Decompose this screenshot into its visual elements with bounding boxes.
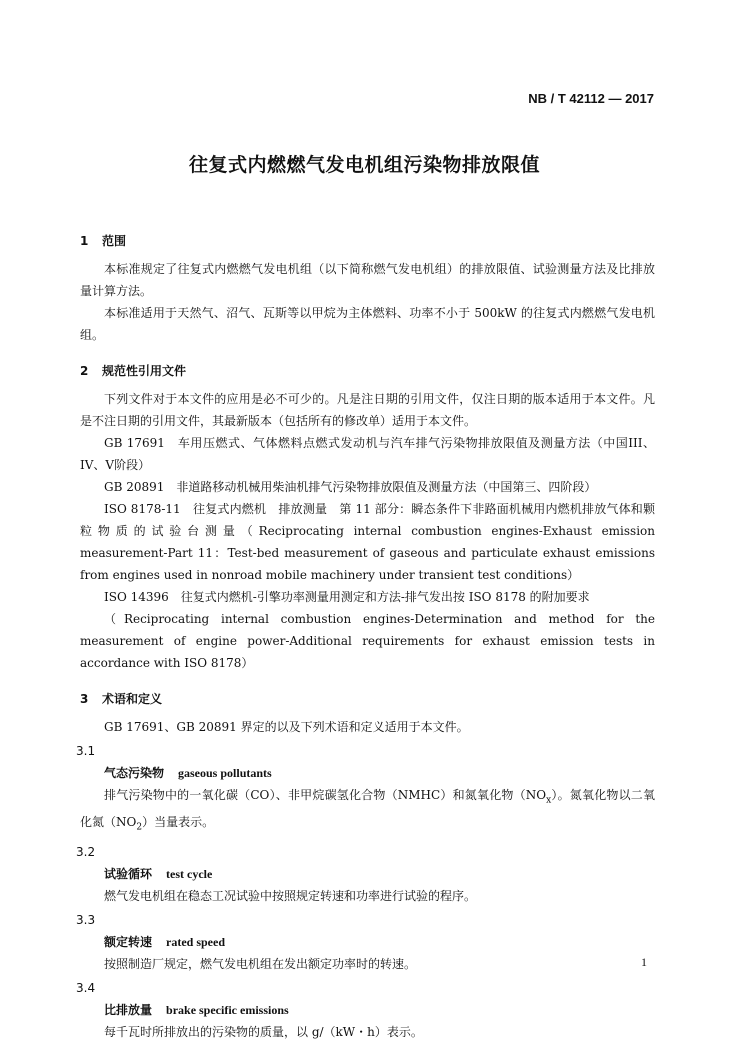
paragraph: 下列文件对于本文件的应用是必不可少的。凡是注日期的引用文件，仅注日期的版本适用于本文件。凡是不注日期的引用文件，其最新版本（包括所有的修改单）适用于本文件。 [80, 392, 655, 428]
term-english: gaseous pollutants [178, 766, 272, 780]
reference-item: GB 20891 非道路移动机械用柴油机排气污染物排放限值及测量方法（中国第三、四阶段） [104, 480, 597, 494]
term-definition: 每千瓦时所排放出的污染物的质量，以 g/（kW・h）表示。 [104, 1024, 423, 1039]
term-heading [80, 863, 655, 885]
paragraph: 本标准规定了往复式内燃燃气发电机组（以下简称燃气发电机组）的排放限值、试验测量方法及比排放量计算方法。 [80, 262, 655, 298]
term-english: rated speed [166, 934, 226, 949]
section-number: 1 [80, 234, 89, 248]
section-heading-terms [80, 688, 655, 710]
term-chinese: 气态污染物 [104, 766, 165, 780]
document-body [76, 222, 655, 1043]
term-number: 3.3 [76, 912, 96, 927]
term-heading [80, 999, 655, 1021]
term-definition: 按照制造厂规定，燃气发电机组在发出额定功率时的转速。 [104, 956, 417, 971]
term-number: 3.2 [76, 844, 96, 859]
reference-item: GB 17691 车用压燃式、气体燃料点燃式发动机与汽车排气污染物排放限值及测量方法（中国III、IV、V阶段） [80, 436, 655, 472]
term-number: 3.4 [76, 980, 96, 995]
section-number: 3 [80, 692, 89, 706]
term-heading [80, 931, 655, 953]
section-heading-normative-references [80, 360, 655, 382]
term-chinese: 试验循环 [104, 866, 153, 881]
reference-item: ISO 8178-11 往复式内燃机 排放测量 第 11 部分：瞬态条件下非路面机械用内燃机排放气体和颗粒物质的试验台测量（Reciprocating internal combustion engines-Exhaust emission measurement-Part 11：Test-bed measurement of gaseous and particulate exhaust emissions from engines used in nonroad mobile machinery under transient test conditions） [80, 502, 655, 582]
term-heading [80, 762, 655, 784]
section-title: 范围 [102, 234, 127, 248]
reference-item-continued: （Reciprocating internal combustion engines-Determination and method for the measurement of engine power-Additional requirements for exhaust emission tests in accordance with ISO 8178） [80, 612, 655, 670]
paragraph: 本标准适用于天然气、沼气、瓦斯等以甲烷为主体燃料、功率不小于 500kW 的往复式内燃燃气发电机组。 [80, 306, 655, 342]
term-definition: 燃气发电机组在稳态工况试验中按照规定转速和功率进行试验的程序。 [104, 888, 477, 903]
section-number: 2 [80, 364, 89, 378]
section-title: 术语和定义 [102, 692, 163, 706]
term-definition: 排气污染物中的一氧化碳（CO）、非甲烷碳氢化合物（NMHC）和氮氧化物$(NO_x)$。氮氧化物以二氧化氮$(NO_2)$当量表示。 [80, 788, 655, 833]
section-heading-scope [80, 230, 655, 252]
reference-item: ISO 14396 往复式内燃机-引擎功率测量用测定和方法-排气发出按 ISO 8178 的附加要求 [104, 590, 590, 604]
term-chinese: 额定转速 [104, 934, 153, 949]
term-number: 3.1 [76, 744, 96, 758]
paragraph: GB 17691、GB 20891 界定的以及下列术语和定义适用于本文件。 [104, 720, 469, 734]
page-number: 1 [641, 955, 647, 969]
term-english: brake specific emissions [166, 1002, 289, 1017]
term-chinese: 比排放量 [104, 1002, 153, 1017]
document-code: NB / T 42112 — 2017 [528, 91, 654, 106]
term-english: test cycle [166, 866, 213, 881]
section-title: 规范性引用文件 [102, 364, 187, 378]
page-title: 往复式内燃燃气发电机组污染物排放限值 [188, 154, 540, 176]
